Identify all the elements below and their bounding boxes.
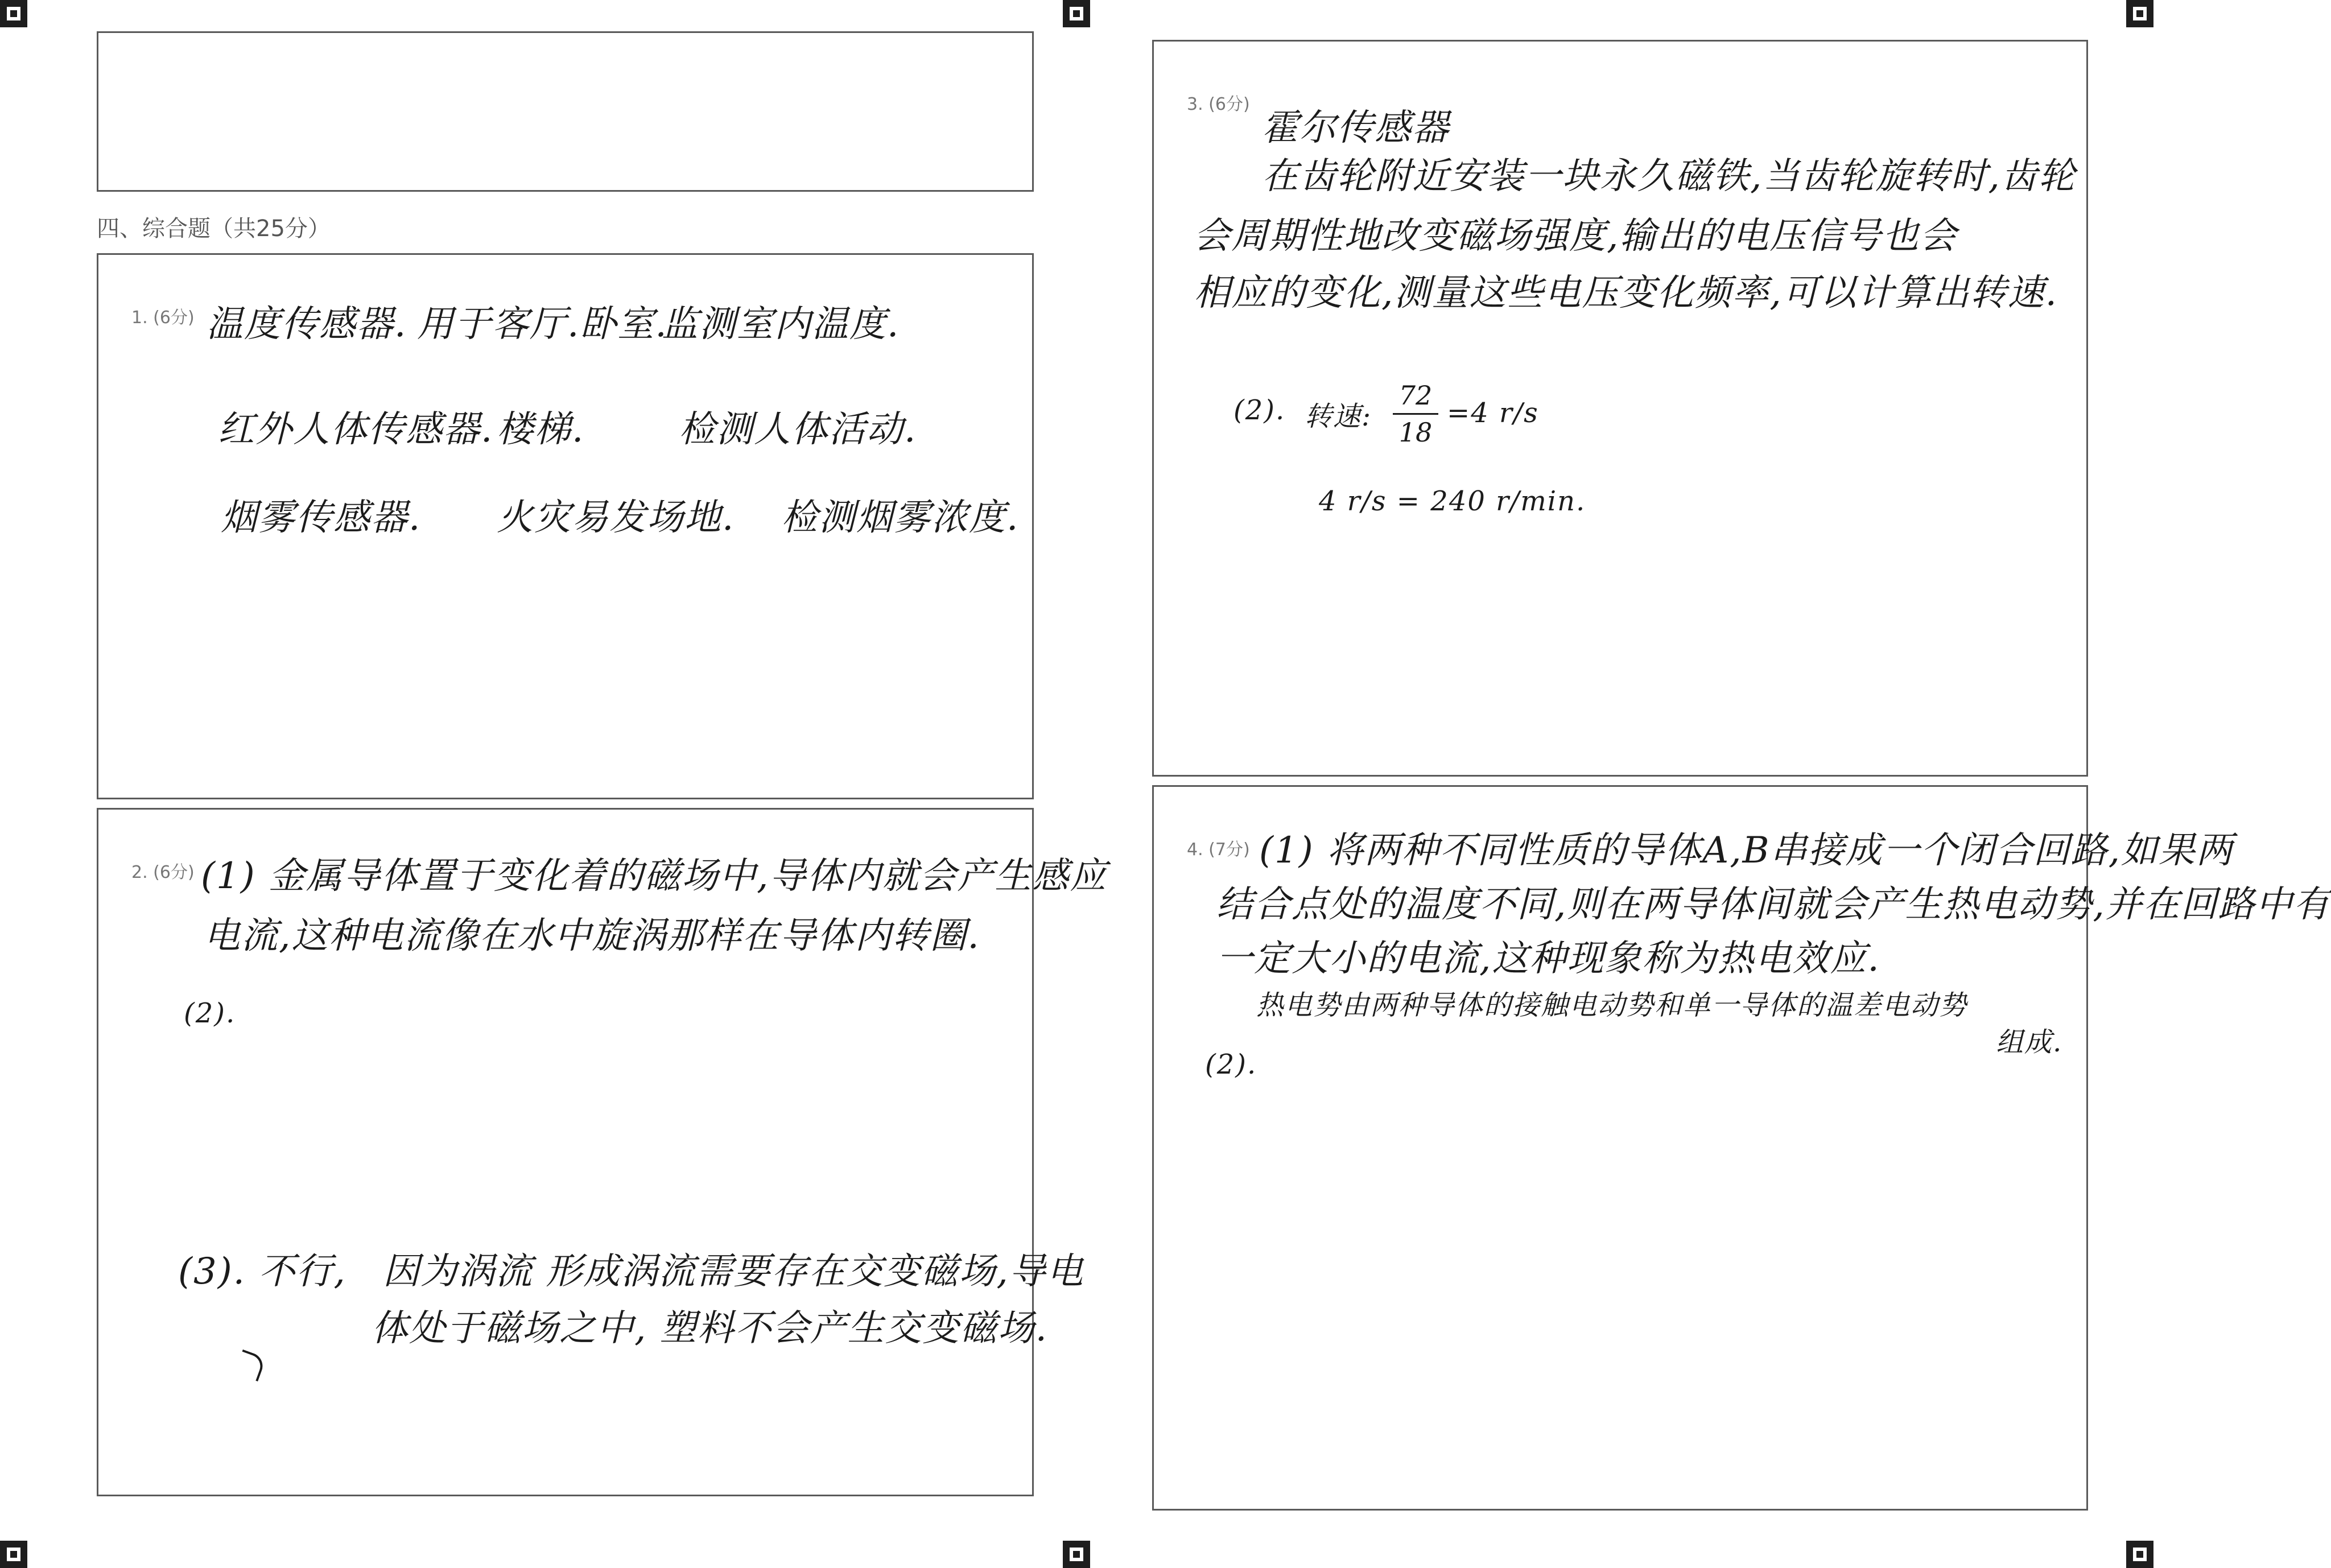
q4-part2-label: (2). [1205, 1049, 1257, 1080]
q3-speed-converted: 4 r/s = 240 r/min. [1319, 485, 1586, 517]
q1-row3-item2: 火灾易发场地. [497, 497, 735, 539]
q1-row1-item3: 监测室内温度. [662, 303, 900, 345]
corner-marker-top-left [0, 0, 27, 27]
fraction-bar [1393, 413, 1438, 415]
question-label: 2. (6分) [131, 863, 195, 882]
q1-row2-item1: 红外人体传感器. [218, 408, 494, 451]
corner-marker-bottom-right [2126, 1541, 2153, 1568]
q4-answer-line1: (1) 将两种不同性质的导体A,B串接成一个闭合回路,如果两 [1259, 830, 2234, 872]
fraction-numerator: 72 [1398, 380, 1433, 411]
q2-answer-line2: 电流,这种电流像在水中旋涡那样在导体内转圈. [204, 915, 980, 957]
question-label: 3. (6分) [1187, 94, 1250, 114]
answer-box-q3 [1152, 40, 2088, 777]
q2-answer-line4: 体处于磁场之中, 塑料不会产生交变磁场. [372, 1307, 1049, 1350]
q1-row3-item1: 烟雾传感器. [221, 497, 422, 539]
answer-box-q2 [97, 808, 1108, 1496]
q3-speed-label: 转速: [1305, 401, 1372, 432]
q3-answer-line3: 相应的变化,测量这些电压变化频率,可以计算出转速. [1194, 272, 2058, 314]
empty-answer-box [97, 31, 1034, 192]
corner-marker-bottom-left [0, 1541, 27, 1568]
q2-part3-label: (3). 不行, [178, 1251, 346, 1293]
q2-answer-line3: 因为涡流 形成涡流需要存在交变磁场,导电 [383, 1251, 1084, 1293]
q1-row2-item3: 检测人体活动. [679, 408, 917, 451]
q3-part2-label: (2). [1233, 394, 1286, 426]
answer-box-q1 [97, 253, 1034, 799]
q3-answer-line2: 会周期性地改变磁场强度,输出的电压信号也会 [1194, 215, 1958, 257]
corner-marker-bottom-center [1063, 1541, 1090, 1568]
q3-answer-title: 霍尔传感器 [1262, 107, 1450, 149]
q3-speed-fraction [1393, 380, 1438, 448]
question-label: 4. (7分) [1187, 840, 1250, 860]
answer-box-q4 [1152, 785, 2331, 1511]
q4-answer-line2: 结合点处的温度不同,则在两导体间就会产生热电动势,并在回路中有 [1216, 884, 2331, 926]
section-title: 四、综合题（共25分） [97, 216, 331, 242]
q4-answer-line4: 热电势由两种导体的接触电动势和单一导体的温差电动势 [1256, 989, 1968, 1021]
fraction-denominator: 18 [1398, 417, 1433, 448]
q1-row1-item1: 温度传感器. [207, 303, 407, 345]
q1-row3-item3: 检测烟雾浓度. [781, 497, 1020, 539]
q2-answer-line1: (1) 金属导体置于变化着的磁场中,导体内就会产生感应 [201, 855, 1108, 897]
corner-marker-top-center [1063, 0, 1090, 27]
stray-pen-mark [234, 1350, 266, 1381]
q3-speed-result: =4 r/s [1447, 397, 1539, 429]
q1-row2-item2: 楼梯. [497, 408, 585, 451]
corner-marker-top-right [2126, 0, 2153, 27]
q4-answer-line5: 组成. [1996, 1026, 2063, 1058]
q2-part2-label: (2). [184, 997, 236, 1029]
q1-row1-item2: 用于客厅.卧室. [417, 303, 668, 345]
q4-answer-line3: 一定大小的电流,这种现象称为热电效应. [1216, 938, 1880, 980]
question-label: 1. (6分) [131, 308, 195, 328]
q3-answer-line1: 在齿轮附近安装一块永久磁铁,当齿轮旋转时,齿轮 [1262, 155, 2076, 197]
